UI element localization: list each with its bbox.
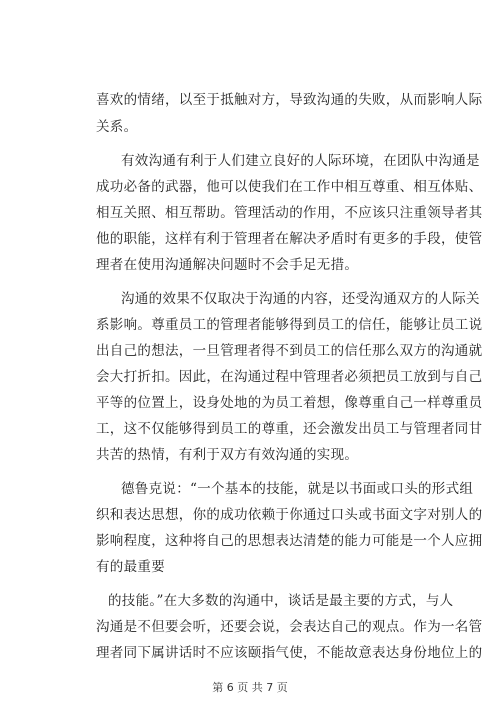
- text-line: 出自己的想法，一旦管理者得不到员工的信任那么双方的沟通就: [96, 343, 483, 359]
- page-number-footer: 第 6 页 共 7 页: [212, 681, 288, 694]
- text-line: 系影响。尊重员工的管理者能够得到员工的信任，能够让员工说: [96, 317, 483, 333]
- text-line: 他的职能，这样有利于管理者在解决矛盾时有更多的手段，使管: [96, 231, 483, 247]
- text-line: 织和表达思想，你的成功依赖于你通过口头或书面文字对别人的: [96, 507, 483, 523]
- text-line: 相互关照、相互帮助。管理活动的作用，不应该只注重领导者其: [96, 205, 483, 221]
- text-line: 理者同下属讲话时不应该颐指气使，不能故意表达身份地位上的: [96, 645, 483, 661]
- text-line: 理者在使用沟通解决问题时不会手足无措。: [96, 257, 359, 273]
- text-line: 有效沟通有利于人们建立良好的人际环境，在团队中沟通是: [121, 153, 480, 169]
- text-line: 的技能。”在大多数的沟通中，谈话是最主要的方式，与人: [108, 593, 454, 609]
- text-line: 工，这不仅能够得到员工的尊重，还会激发出员工与管理者同甘: [96, 421, 483, 437]
- text-line: 成功必备的武器，他可以使我们在工作中相互尊重、相互体贴、: [96, 179, 483, 195]
- text-line: 关系。: [96, 119, 138, 135]
- text-line: 沟通是不但要会听，还要会说，会表达自己的观点。作为一名管: [96, 619, 483, 635]
- text-line: 德鲁克说：“一个基本的技能，就是以书面或口头的形式组: [121, 481, 474, 497]
- text-line: 平等的位置上，设身处地的为员工着想，像尊重自己一样尊重员: [96, 395, 483, 411]
- text-line: 喜欢的情绪，以至于抵触对方，导致沟通的失败，从而影响人际: [96, 92, 483, 108]
- text-line: 沟通的效果不仅取决于沟通的内容，还受沟通双方的人际关: [121, 291, 480, 307]
- text-line: 共苦的热情，有利于双方有效沟通的实现。: [96, 447, 359, 463]
- text-line: 影响程度，这种将自己的思想表达清楚的能力可能是一个人应拥: [96, 533, 483, 549]
- text-line: 会大打折扣。因此，在沟通过程中管理者必须把员工放到与自己: [96, 369, 483, 385]
- text-line: 有的最重要: [96, 559, 165, 575]
